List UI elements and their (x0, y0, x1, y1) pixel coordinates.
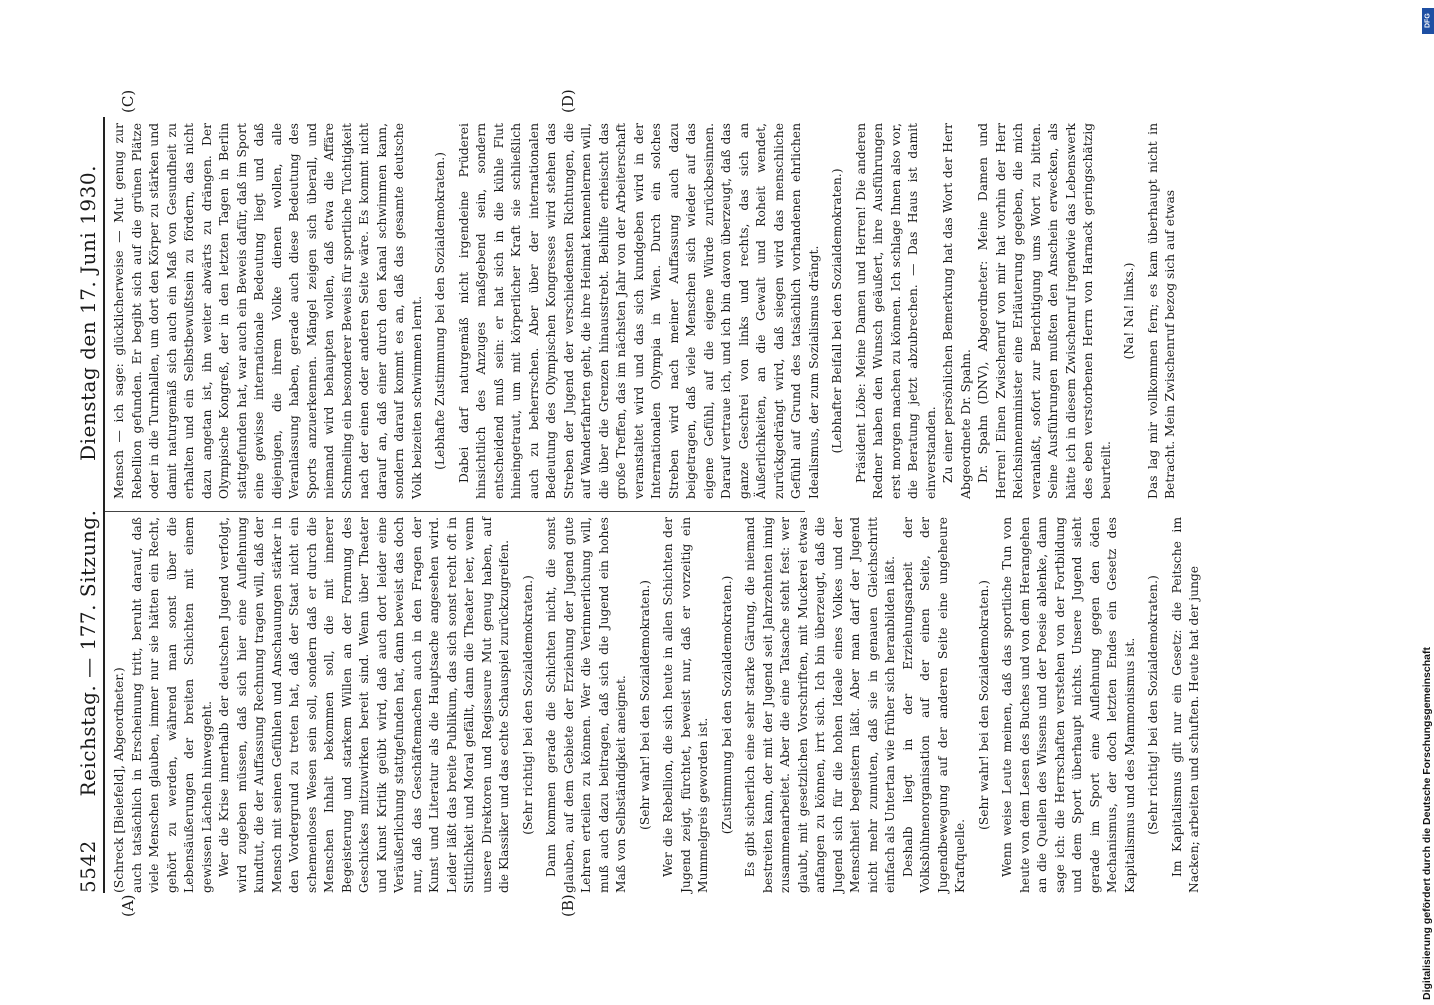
interjection: (Sehr wahr! bei den Sozialdemokraten.) (976, 580, 991, 830)
header-rule (103, 117, 105, 893)
paragraph: Dr. Spahn (DNV), Abgeordneter: Meine Damen und Herren! Einen Zwischenruf von mir hat vorhin der Herr Reichsinnenminister eine Erläuterung gegeben, die mich veranlaßt, sofort zur Berichtigung ums Wort zu bitten. Seine Ausführungen mußten den Anschein erwecken, als hätte ich in diesem Zwischenruf irgendwie das Lebenswerk des eben verstorbenen Herrn von Harnack geringschätzig beurteilt. (975, 123, 1113, 499)
dfg-logo-badge: DFG (1422, 8, 1434, 34)
paragraph: Wenn weise Leute meinen, daß das sportliche Tun von heute von dem Lesen des Buches und von dem Herangehen an die Quellen des Wissens und der Poesie ablenke, dann sage ich: die Herrschaften verstehen von der Fortbildung und dem Sport überhaupt nichts. Unsere Jugend sieht gerade im Sport eine Auflehnung gegen den öden Mechanismus, der doch letzten Endes ein Gesetz des Kapitalismus und des Mammonismus ist. (999, 517, 1137, 893)
interjection: (Lebhafte Zustimmung bei den Sozialdemokraten.) (432, 152, 447, 470)
interjection: (Sehr wahr! bei den Sozialdemokraten.) (637, 580, 652, 830)
right-column (111, 123, 1180, 499)
interjection: (Sehr richtig! bei den Sozialdemokraten.) (1145, 575, 1160, 835)
funding-caption: Digitalisierung gefördert durch die Deutsche Forschungsgemeinschaft (1421, 647, 1433, 1000)
paragraph: Das lag mir vollkommen fern; es kam überhaupt nicht in Betracht. Mein Zwischenruf bezog sich auf etwas (1145, 123, 1177, 499)
paragraph: Zu einer persönlichen Bemerkung hat das Wort der Herr Abgeordnete Dr. Spahn. (940, 123, 973, 499)
margin-marker-a: (A) (118, 894, 137, 917)
margin-marker-b: (B) (558, 894, 577, 917)
paragraph: Deshalb liegt in der Erziehungsarbeit der Volksbühnenorganisation auf der einen Seite, der Jugendbewegung auf der anderen Seite eine ungeheure Kraftquelle. (900, 517, 967, 893)
paragraph: Im Kapitalismus gilt nur ein Gesetz: die Peitsche im Nacken; arbeiten und schuften. Heute hat der junge (1169, 517, 1201, 893)
header-right-title: Dienstag den 17. Juni 1930. (75, 165, 100, 461)
paragraph: Mensch — ich sage: glücklicherweise — Mut genug zur Rebellion gefunden. Er begibt sich auf die grünen Plätze oder in die Turnhallen, um dort den Körper zu stärken und damit naturgemäß sich auch ein Maß von Gesundheit zu erhalten und ein Selbstbewußtsein zu fördern, das nicht dazu angetan ist, ihn weiter abwärts zu drängen. Der Olympische Kongreß, der in den letzten Tagen in Berlin stattgefunden hat, war auch ein Beweis dafür, daß im Sport eine gewisse internationale Bedeutung liegt und daß diejenigen, die ihrem Volke dienen wollen, alle Veranlassung haben, gerade auch diese Bedeutung des Sports anzuerkennen. Mängel zeigen sich überall, und niemand wird behaupten wollen, daß etwa die Affäre Schmeling ein besonderer Beweis für sportliche Tüchtigkeit nach der einen oder anderen Seite wäre. Es kommt nicht darauf an, daß einer durch den Kanal schwimmen kann, sondern darauf kommt es an, daß das gesamte deutsche Volk beizeiten schwimmen lernt. (111, 123, 424, 499)
paragraph: Dabei darf naturgemäß nicht irgendeine Prüderei hinsichtlich des Anzuges maßgebend sein, sondern entscheidend muß sein: er hat sich in die kühle Flut hineingetraut, um mit körperlicher Kraft sie schließlich auch zu beherrschen. Aber über der internationalen Bedeutung des Olympischen Kongresses wird stehen das Streben der Jugend der verschiedensten Richtungen, die auf Wanderfahrten geht, die ihre Heimat kennenlernen will, die über die Grenzen hinausstrebt. Beihilfe erheischt das große Treffen, das im nächsten Jahr von der Arbeiterschaft veranstaltet wird und das sich kundgeben wird in der Internationalen Olympia in Wien. Durch ein solches Streben wird nach meiner Auffassung auch dazu beigetragen, daß viele Menschen sich wieder auf das eigene Gefühl, auf die eigene Würde zurückbesinnen. Darauf vertraue ich, und ich bin davon überzeugt, daß das ganze Geschrei von links und rechts, das sich an Äußerlichkeiten, an die Gewalt und Roheit wendet, zurückgedrängt wird, daß siegen wird das menschliche Gefühl auf Grund des tatsächlich vorhandenen ehrlichen Idealismus, der zum Sozialismus drängt. (456, 123, 821, 499)
interjection: (Zustimmung bei den Sozialdemokraten.) (719, 575, 734, 835)
page-number: 5542 (75, 840, 100, 893)
paragraph: Dann kommen gerade die Schichten nicht, die sonst glauben, auf dem Gebiete der Erziehung der Jugend gute Lehren erteilen zu können. Wer die Verinnerlichung will, muß auch dazu beitragen, daß sich die Jugend ein hohes Maß von Selbständigkeit aneignet. (543, 517, 628, 893)
paragraph: Wer die Krise innerhalb der deutschen Jugend verfolgt, wird zugeben müssen, daß sich hier eine Auflehnung kundtut, die der Auffassung Rechnung tragen will, daß der Mensch mit seinen Gefühlen und Anschauungen stärker in den Vordergrund zu treten hat, daß der Staat nicht ein schemenloses Wesen sein soll, sondern daß er durch die Menschen Inhalt bekommen soll, die mit innerer Begeisterung und starkem Willen an der Formung des Geschickes mitzuwirken bereit sind. Wenn über Theater und Kunst Kritik geübt wird, daß auch dort leider eine Veräußerlichung stattgefunden hat, dann beweist das doch nur, daß das Geschäftemachen auch in den Fragen der Kunst und Literatur als die Hauptsache angesehen wird. Leider läßt das breite Publikum, das sich sonst recht oft in Sittlichkeit und Moral gefällt, dann die Theater leer, wenn unsere Direktoren und Regisseure Mut genug haben, auf die Klassiker und das echte Schauspiel zurückzugreifen. (216, 517, 511, 893)
paragraph: Wer die Rebellion, die sich heute in allen Schichten der Jugend zeigt, fürchtet, beweist nur, daß er vorzeitig ein Mummelgreis geworden ist. (660, 517, 710, 893)
margin-marker-d: (D) (558, 89, 577, 113)
document-page (0, 5, 1433, 1005)
speaker-reference: (Schreck [Bielefeld], Abgeordneter.) (111, 667, 126, 893)
page-header (73, 143, 103, 893)
interjection: (Sehr richtig! bei den Sozialdemokraten.) (520, 575, 535, 835)
paragraph: Präsident Löbe: Meine Damen und Herren! Die anderen Redner haben den Wunsch geäußert, ihre Ausführungen erst morgen machen zu können. Ich schlage Ihnen also vor, die Beratung jetzt abzubrechen. — Das Haus ist damit einverstanden. (853, 123, 938, 499)
interjection: (Na! Na! links.) (1121, 262, 1136, 360)
paragraph: Es gibt sicherlich eine sehr starke Gärung, die niemand bestreiten kann, der mit der Jugend seit Jahrzehnten innig zusammenarbeitet. Aber die eine Tatsache steht fest: wer glaubt, mit gesetzlichen Vorschriften, mit Muckerei etwas anfangen zu können, irrt sich. Ich bin überzeugt, daß die Jugend sich für die hohen Ideale eines Volkes und der Menschheit begeistern läßt. Aber man darf der Jugend nicht mehr zumuten, daß sie in genauen Gleichschritt einfach als Untertan wie früher sich heranbilden läßt. (742, 517, 897, 893)
header-left-title: Reichstag. — 177. Sitzung. (75, 509, 100, 797)
margin-marker-c: (C) (118, 89, 137, 113)
interjection: (Lebhafter Beifall bei den Sozialdemokraten.) (829, 168, 844, 454)
column-divider (105, 511, 805, 512)
left-column (111, 517, 1204, 893)
paragraph: auch tatsächlich in Erscheinung tritt, beruht darauf, daß viele Menschen glauben, immer nur sie hätten ein Recht, gehört zu werden, während man sonst über die Lebensäußerungen der breiten Schichten mit einem gewissen Lächeln hinweggeht. (129, 517, 214, 893)
